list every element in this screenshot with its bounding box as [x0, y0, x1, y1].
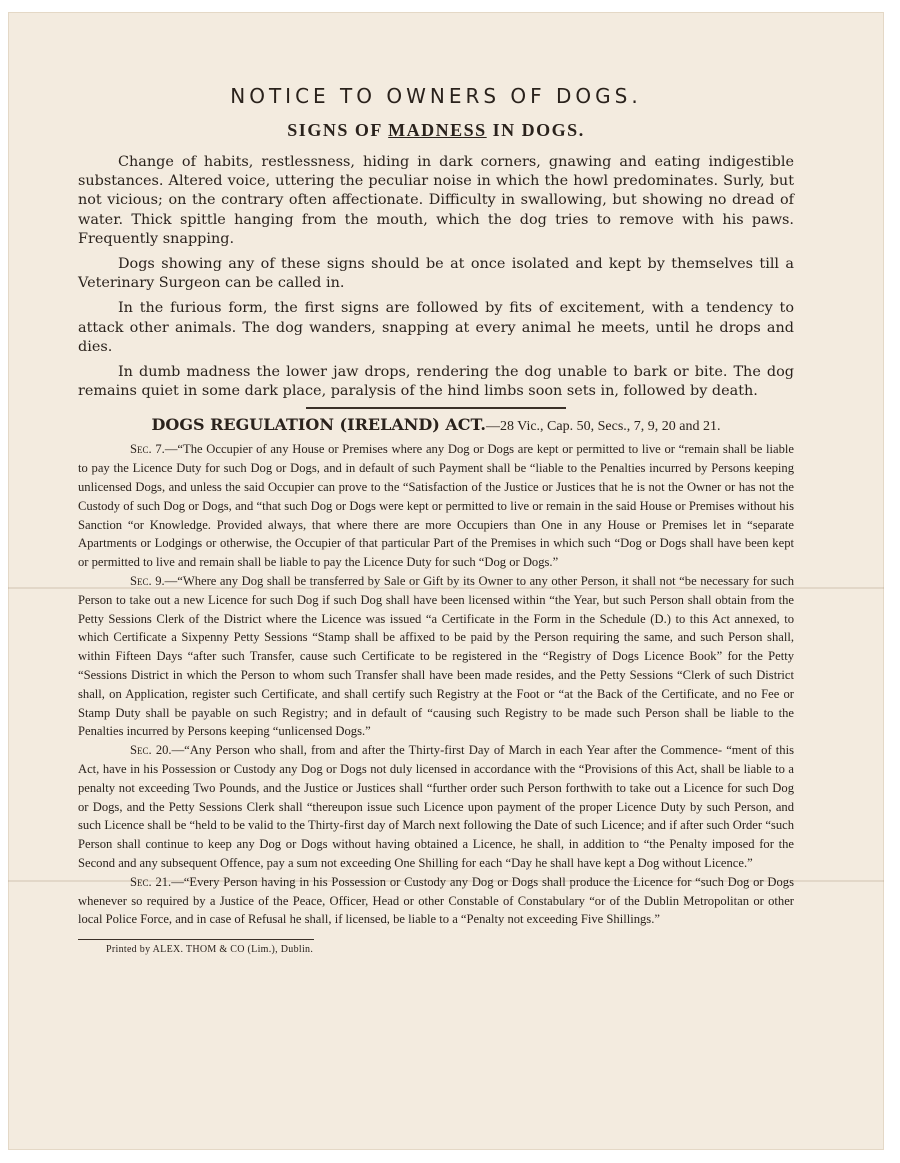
section-label: Sec. 20.	[130, 743, 172, 758]
signs-title	[78, 120, 794, 141]
section-9	[78, 572, 794, 741]
paragraph-symptoms: Change of habits, restlessness, hiding in dark corners, gnawing and eating indigestible substances. Altered voice, uttering the peculiar noise in which the howl predominates. Surly, but not vicious; on the contrary often affectionate. Difficulty in swallowing, but showing no dread of water. Thick spittle hanging from the mouth, which the dog tries to remove with his paws. Frequently snapping.	[78, 154, 794, 247]
section-text: —“Every Person having in his Possession or Custody any Dog or Dogs shall produce the Licence for “such Dog or Dogs whenever so required by a Justice of the Peace, Officer, Head or other Constable of Constabulary “or of the Dublin Metropolitan or other local Police Force, and in case of Refusal he shall, if licensed, be liable to a “Penalty not exceeding Five Shillings.”	[78, 874, 794, 927]
act-heading	[78, 415, 794, 435]
section-20	[78, 741, 794, 873]
signs-title-post: IN DOGS.	[486, 120, 585, 140]
footer-rule	[78, 939, 314, 940]
section-text: —“Where any Dog shall be transferred by Sale or Gift by its Owner to any other Person, it shall not “be necessary for such Person to take out a new Licence for such Dog if such Dog shall have been licensed within “the Year, but such Person shall obtain from the Petty Sessions Clerk of the District where the Licence was issued “a Certificate in the Form in the Schedule (D.) to this Act annexed, to which Certificate a Sixpenny Petty Sessions “Stamp shall be affixed to be paid by the Person requiring the same, and such Person shall, within Fifteen Days “after such Transfer, cause such Certificate to be registered in the “Registry of Dogs Licence Book” for the Petty “Sessions District in which the Person to whom such Transfer shall have been made resides, and the Petty Sessions “Clerk of such District shall, on Application, register such Certificate, and shall certify such Registry at the Foot or “at the Back of the Certificate, and no Fee or Stamp Duty shall be payable on such Registry; and in default of “causing such Registry to be made such Person shall be liable to the Penalties incurred by Persons keeping “unlicensed Dogs.”	[78, 574, 794, 739]
section-label: Sec. 9.	[130, 574, 165, 589]
act-citation: —28 Vic., Cap. 50, Secs., 7, 9, 20 and 21.	[485, 419, 721, 435]
document-content	[78, 80, 794, 955]
signs-title-pre: SIGNS OF	[287, 120, 389, 140]
paragraph-furious-form: In the furious form, the first signs are followed by fits of excitement, with a tendency to attack other animals. The dog wanders, snapping at every animal he meets, until he drops and dies.	[78, 300, 794, 355]
section-label: Sec. 7.	[130, 442, 165, 457]
section-text: —“The Occupier of any House or Premises where any Dog or Dogs are kept or permitted to live or “remain shall be liable to pay the Licence Duty for such Dog or Dogs, and in default of such Payment shall be “liable to the Penalties incurred by Persons keeping unlicensed Dogs, and unless the said Occupier can prove to the “Satisfaction of the Justice or Justices that he is not the Owner or has not the Custody of such Dog or Dogs, and “that such Dog or Dogs were kept or permitted to live or remain in the said House or Premises without his Sanction “or Knowledge. Provided always, that where there are more Occupiers than One in any House or Premises let in “separate Apartments or Lodgings or otherwise, the Occupier of that particular Part of the Premises in which such “Dog or Dogs shall have been kept or permitted to live and remain shall be liable to pay the Licence Duty for such “Dog or Dogs.”	[78, 442, 794, 570]
section-text: —“Any Person who shall, from and after the Thirty-first Day of March in each Year after the Commence- “ment of this Act, have in his Possession or Custody any Dog or Dogs not duly licensed in accordance with the “Provisions of this Act, shall be liable to a penalty not exceeding Two Pounds, and the Justice or Justices shall “further order such Person forthwith to take out a Licence for such Dog or Dogs, and the Petty Sessions Clerk shall “thereupon issue such Licence upon payment of the proper Licence Duty by such Person, and such Licence shall be “held to be valid to the Thirty-first day of March next following the Date of such Licence; and if after such Order “such Person shall continue to keep any Dog or Dogs without having obtained a Licence, he shall, in addition to “the Penalty imposed for the Second and any subsequent Offence, pay a sum not exceeding One Shilling for each “Day he shall have kept a Dog without Licence.”	[78, 743, 794, 870]
act-title: DOGS REGULATION (IRELAND) ACT.	[151, 415, 486, 435]
paragraph-dumb-madness: In dumb madness the lower jaw drops, rendering the dog unable to bark or bite. The dog remains quiet in some dark place, paralysis of the hind limbs soon sets in, followed by death.	[78, 364, 794, 400]
section-7	[78, 440, 794, 572]
section-divider	[306, 407, 566, 409]
notice-title: NOTICE TO OWNERS OF DOGS.	[230, 84, 642, 108]
signs-title-underlined: MADNESS	[388, 120, 487, 140]
paragraph-isolation: Dogs showing any of these signs should be at once isolated and kept by themselves till a Veterinary Surgeon can be called in.	[78, 256, 794, 292]
printer-imprint: Printed by ALEX. THOM & CO (Lim.), Dublin.	[106, 944, 314, 956]
section-label: Sec. 21.	[130, 874, 172, 889]
section-21	[78, 873, 794, 929]
